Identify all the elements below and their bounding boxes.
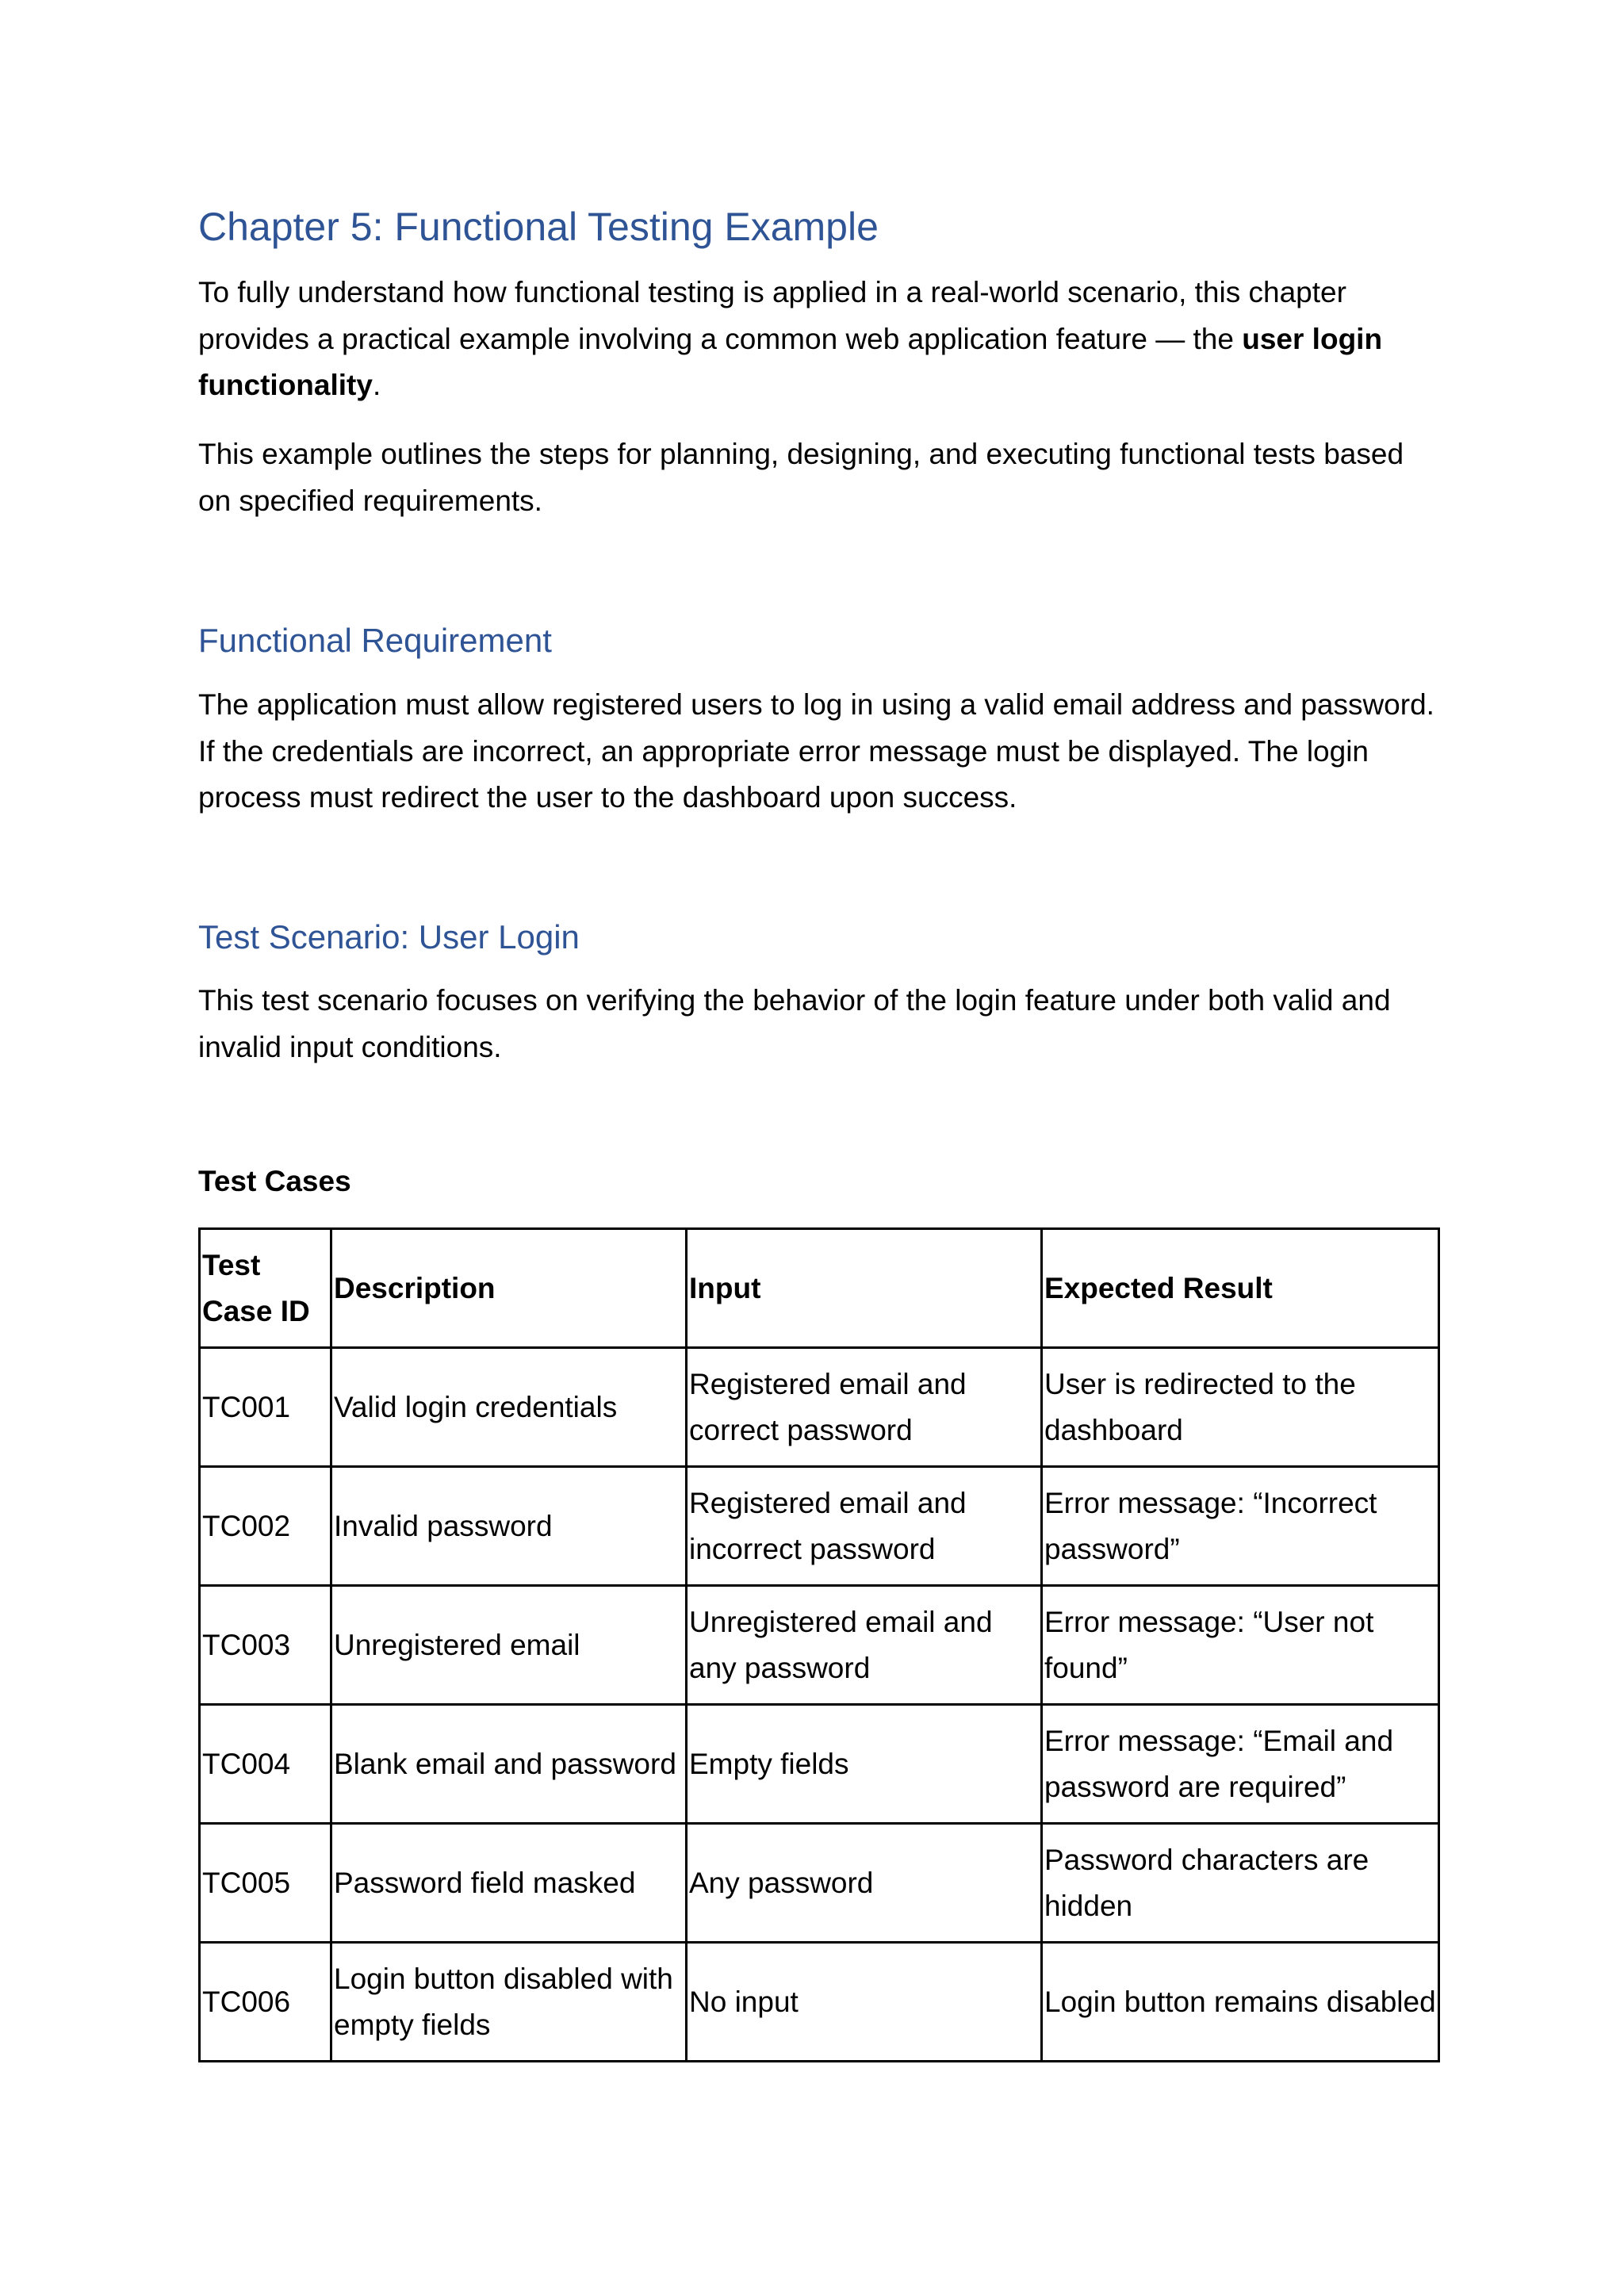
header-description: Description [331, 1229, 687, 1348]
cell-test-case-id: TC003 [200, 1586, 331, 1705]
requirement-paragraph: The application must allow registered users to log in using a valid email address and password. If the credentials are incorrect, an appropriate error message must be displayed. The login process must redirect the user to the dashboard upon success. [198, 688, 1434, 814]
table-row [200, 1467, 1439, 1586]
cell-description: Blank email and password [331, 1705, 687, 1824]
cell-input: Unregistered email and any password [687, 1586, 1042, 1705]
intro-end: . [372, 369, 381, 401]
cell-description: Unregistered email [331, 1586, 687, 1705]
requirement-heading: Functional Requirement [198, 622, 552, 659]
cell-expected-result: User is redirected to the dashboard [1042, 1348, 1439, 1467]
cell-description: Login button disabled with empty fields [331, 1943, 687, 2062]
cell-input: Empty fields [687, 1705, 1042, 1824]
cell-input: Registered email and correct password [687, 1348, 1042, 1467]
cell-expected-result: Password characters are hidden [1042, 1824, 1439, 1943]
test-cases-caption: Test Cases [198, 1165, 351, 1197]
cell-test-case-id: TC004 [200, 1705, 331, 1824]
table-row [200, 1943, 1439, 2062]
cell-input: Registered email and incorrect password [687, 1467, 1042, 1586]
cell-input: Any password [687, 1824, 1042, 1943]
cell-test-case-id: TC002 [200, 1467, 331, 1586]
cell-expected-result: Error message: “Incorrect password” [1042, 1467, 1439, 1586]
scenario-heading: Test Scenario: User Login [198, 918, 580, 956]
cell-input: No input [687, 1943, 1042, 2062]
intro-paragraph [198, 270, 1439, 409]
cell-description: Password field masked [331, 1824, 687, 1943]
cell-test-case-id: TC005 [200, 1824, 331, 1943]
cell-description: Invalid password [331, 1467, 687, 1586]
header-expected-result: Expected Result [1042, 1229, 1439, 1348]
table-row [200, 1824, 1439, 1943]
header-input: Input [687, 1229, 1042, 1348]
table-row [200, 1586, 1439, 1705]
test-cases-table [198, 1227, 1440, 2062]
cell-expected-result: Error message: “Email and password are required” [1042, 1705, 1439, 1824]
cell-expected-result: Error message: “User not found” [1042, 1586, 1439, 1705]
cell-expected-result: Login button remains disabled [1042, 1943, 1439, 2062]
scenario-paragraph: This test scenario focuses on verifying the behavior of the login feature under both valid and invalid input conditions. [198, 984, 1391, 1063]
intro-text: To fully understand how functional testing is applied in a real-world scenario, this chapter provides a practical example involving a common web application feature — the [198, 276, 1346, 355]
cell-description: Valid login credentials [331, 1348, 687, 1467]
header-test-case-id: Test Case ID [200, 1229, 331, 1348]
chapter-title: Chapter 5: Functional Testing Example [198, 205, 879, 249]
cell-test-case-id: TC001 [200, 1348, 331, 1467]
table-row [200, 1705, 1439, 1824]
intro-bold-term: user login functionality [198, 322, 1383, 401]
table-row [200, 1348, 1439, 1467]
intro-paragraph-2: This example outlines the steps for planning, designing, and executing functional tests based on specified requirements. [198, 438, 1404, 517]
table-header-row [200, 1229, 1439, 1348]
cell-test-case-id: TC006 [200, 1943, 331, 2062]
